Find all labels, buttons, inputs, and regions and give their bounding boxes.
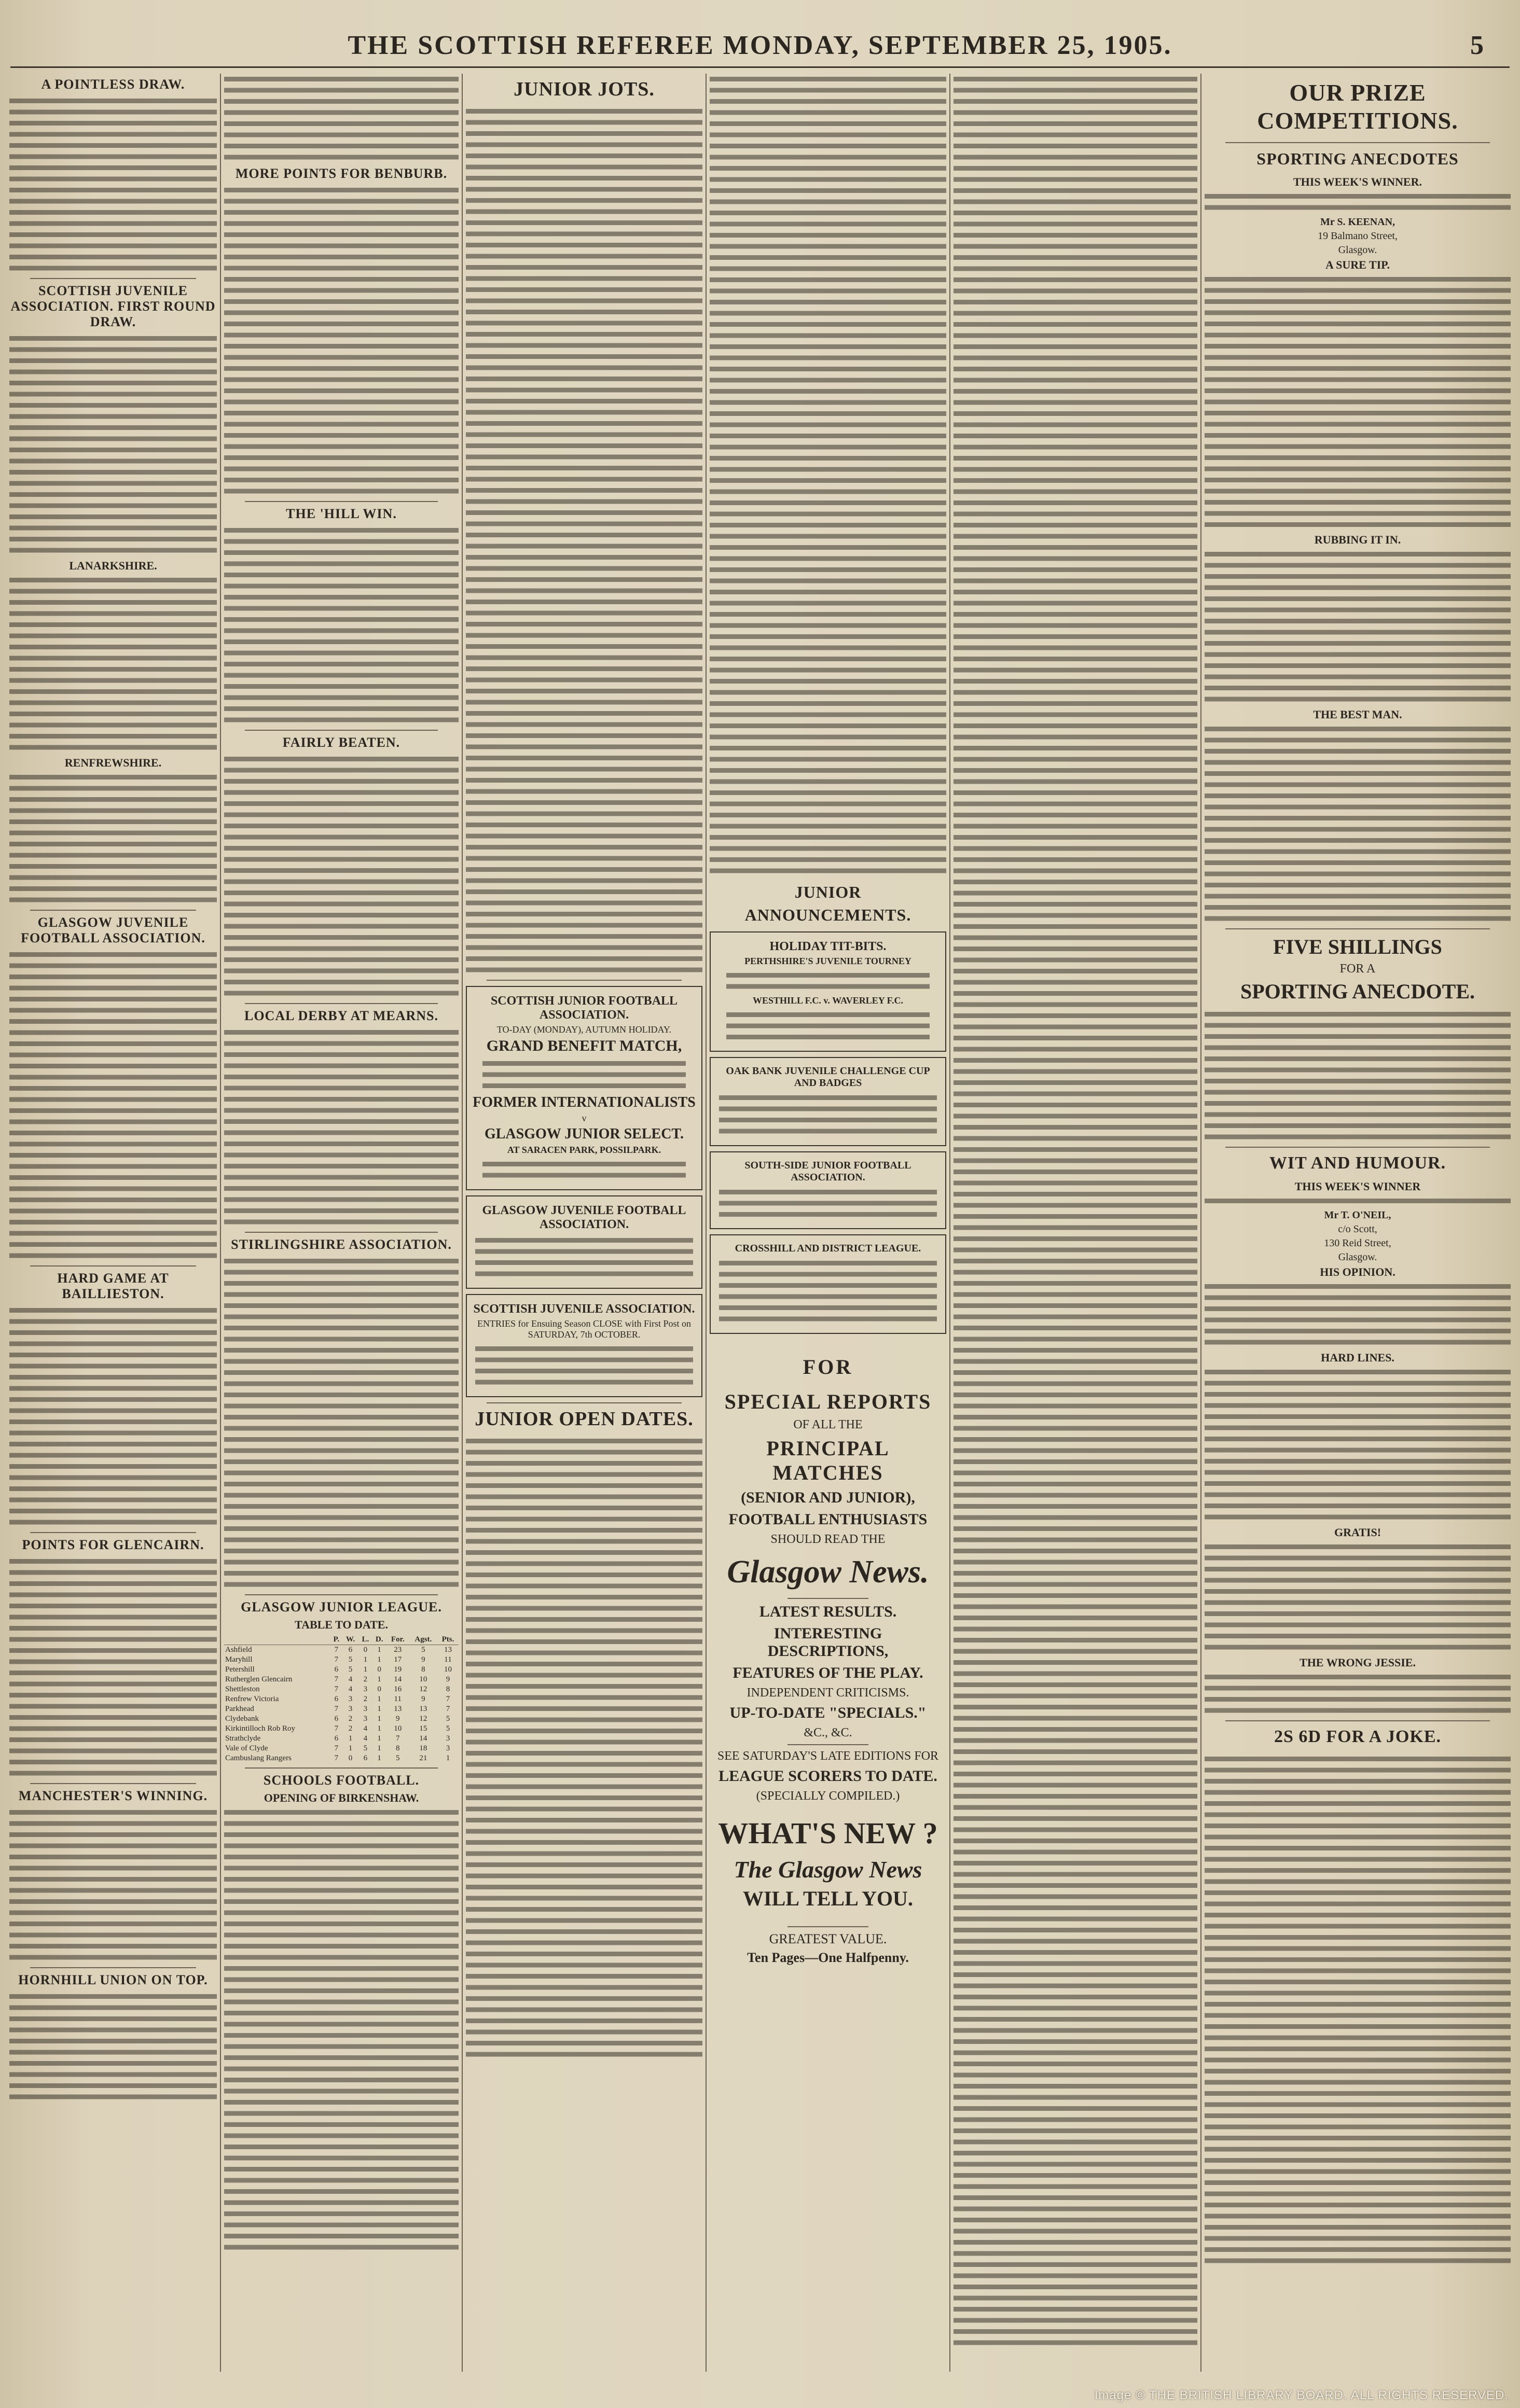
team-name-cell: Renfrew Victoria: [225, 1695, 279, 1703]
table-cell: 1: [377, 1646, 381, 1654]
advert-line: v: [582, 1113, 587, 1123]
column-4: [710, 74, 946, 2372]
table-cell: 7: [334, 1685, 339, 1693]
section-subheading: THIS WEEK'S WINNER.: [1293, 175, 1422, 188]
table-cell: 1: [348, 1744, 353, 1752]
advert-title: SCOTTISH JUVENILE ASSOCIATION.: [473, 1302, 695, 1316]
article-heading: HORNHILL UNION ON TOP.: [18, 1972, 208, 1987]
table-cell: 9: [446, 1675, 450, 1683]
table-cell: 6: [334, 1734, 339, 1743]
article-heading: SCHOOLS FOOTBALL.: [263, 1773, 420, 1788]
table-cell: 10: [394, 1724, 402, 1733]
table-cell: 2: [363, 1695, 368, 1703]
benefit-match-advert: [466, 986, 702, 1190]
advert-line: PERTHSHIRE'S JUVENILE TOURNEY: [744, 956, 911, 966]
league-table: [224, 1635, 459, 1763]
winner-address: 19 Balmano Street,: [1318, 230, 1398, 242]
advert-body: [726, 1009, 930, 1042]
table-cell: 0: [377, 1685, 381, 1693]
divider: [487, 980, 682, 981]
winner-address: Glasgow.: [1338, 1251, 1377, 1263]
article-body: [224, 74, 459, 163]
team-name-cell: Strathclyde: [225, 1734, 261, 1743]
article-body: [1205, 549, 1511, 705]
advert-title: GLASGOW JUVENILE FOOTBALL ASSOCIATION.: [482, 1204, 686, 1231]
table-cell: 5: [421, 1646, 425, 1654]
article-body: [1205, 1009, 1511, 1143]
advert-line: UP-TO-DATE "SPECIALS.": [729, 1704, 927, 1721]
section-heading: SPORTING ANECDOTES: [1256, 149, 1459, 168]
winner-address: Glasgow.: [1338, 244, 1377, 256]
article-body: [224, 525, 459, 726]
table-cell: 12: [419, 1715, 427, 1723]
table-cell: 17: [394, 1655, 402, 1664]
article-heading: JUNIOR JOTS.: [514, 78, 655, 100]
article-body: [1205, 723, 1511, 924]
advert-line: (SENIOR AND JUNIOR),: [741, 1489, 915, 1506]
article-body: [224, 1807, 459, 2253]
table-cell: 5: [363, 1744, 368, 1752]
column-5: [954, 74, 1197, 2372]
article-body: [9, 1556, 217, 1779]
team-name-cell: Vale of Clyde: [225, 1744, 268, 1752]
table-subtitle: TABLE TO DATE.: [295, 1618, 388, 1631]
table-row: [224, 1753, 459, 1763]
table-cell: 8: [446, 1685, 450, 1693]
table-cell: 19: [394, 1665, 402, 1674]
table-row: [224, 1655, 459, 1665]
table-cell: 6: [334, 1695, 339, 1703]
table-cell: 5: [348, 1665, 353, 1674]
newspaper-name: Glasgow News.: [727, 1554, 929, 1590]
table-row: [224, 1694, 459, 1704]
table-cell: 3: [363, 1715, 368, 1723]
article-heading: LOCAL DERBY AT MEARNS.: [244, 1008, 439, 1023]
table-body: [224, 1645, 459, 1764]
advert-line: INDEPENDENT CRITICISMS.: [747, 1686, 909, 1700]
table-cell: 3: [446, 1744, 450, 1752]
article-body: [1205, 274, 1511, 530]
oak-bank-advert: [710, 1057, 946, 1146]
divider: [1225, 1147, 1490, 1148]
table-cell: 1: [377, 1705, 381, 1713]
table-cell: 9: [421, 1695, 425, 1703]
advert-line: SHOULD READ THE: [770, 1533, 886, 1546]
article-body: [9, 333, 217, 556]
page-title: THE SCOTTISH REFEREE MONDAY, SEPTEMBER 25, 1905.: [348, 31, 1172, 60]
holiday-advert: [710, 931, 946, 1052]
table-row: [224, 1744, 459, 1753]
table-cell: 3: [348, 1705, 353, 1713]
page-number: 5: [1470, 31, 1484, 60]
table-row: [224, 1734, 459, 1744]
table-cell: 9: [396, 1715, 400, 1723]
advert-line: WHAT'S NEW ?: [718, 1816, 938, 1850]
team-name-cell: Clydebank: [225, 1715, 259, 1723]
newspaper-name: The Glasgow News: [734, 1856, 922, 1883]
team-name-cell: Ashfield: [225, 1646, 252, 1654]
article-body: [954, 74, 1197, 2348]
column-6: [1205, 74, 1511, 2372]
table-cell: 1: [377, 1744, 381, 1752]
table-cell: 4: [363, 1734, 368, 1743]
joke-heading: GRATIS!: [1334, 1526, 1381, 1539]
team-name-cell: Maryhill: [225, 1655, 253, 1664]
table-cell: 21: [419, 1754, 427, 1762]
table-cell: 1: [363, 1655, 368, 1664]
advert-body: [482, 1058, 686, 1091]
winner-name: Mr S. KEENAN,: [1320, 216, 1395, 228]
table-cell: 6: [334, 1665, 339, 1674]
table-cell: 7: [334, 1754, 339, 1762]
table-cell: 1: [363, 1665, 368, 1674]
table-cell: 0: [363, 1646, 368, 1654]
prize-amount: FIVE SHILLINGS: [1273, 935, 1442, 958]
column-rule: [1200, 74, 1201, 2372]
scottish-juvenile-advert: [466, 1294, 702, 1397]
article-body: [9, 575, 217, 753]
team-name-cell: Parkhead: [225, 1705, 254, 1713]
article-body: [9, 1305, 217, 1528]
joke-heading: HARD LINES.: [1321, 1351, 1394, 1364]
table-cell: 8: [421, 1665, 425, 1674]
article-heading: GLASGOW JUVENILE FOOTBALL ASSOCIATION.: [21, 915, 205, 945]
joke-heading: HIS OPINION.: [1320, 1265, 1395, 1278]
advert-line: GLASGOW JUNIOR SELECT.: [484, 1126, 684, 1142]
table-header-cell: For.: [386, 1635, 409, 1645]
winner-address: c/o Scott,: [1338, 1223, 1377, 1235]
table-cell: 7: [334, 1655, 339, 1664]
table-row: [224, 1645, 459, 1655]
article-heading: A POINTLESS DRAW.: [41, 77, 185, 92]
section-heading: OUR PRIZE COMPETITIONS.: [1257, 79, 1458, 134]
table-cell: 7: [334, 1705, 339, 1713]
table-cell: 7: [396, 1734, 400, 1743]
article-body: [1205, 1541, 1511, 1653]
advert-line: AT SARACEN PARK, POSSILPARK.: [507, 1145, 661, 1155]
section-heading: WIT AND HUMOUR.: [1269, 1153, 1446, 1173]
advert-line: INTERESTING DESCRIPTIONS,: [767, 1625, 889, 1660]
advert-body: [719, 1187, 937, 1220]
table-cell: 11: [444, 1655, 452, 1664]
table-cell: 13: [419, 1705, 427, 1713]
prize-subject: SPORTING ANECDOTE.: [1240, 980, 1475, 1003]
article-heading: STIRLINGSHIRE ASSOCIATION.: [231, 1237, 452, 1252]
divider: [245, 1767, 438, 1769]
table-cell: 6: [363, 1754, 368, 1762]
winner-address: 130 Reid Street,: [1324, 1237, 1391, 1249]
article-body: [224, 1256, 459, 1590]
column-2: [224, 74, 459, 2372]
divider: [787, 1598, 868, 1599]
team-name-cell: Kirkintilloch Rob Roy: [225, 1724, 295, 1733]
article-body: [9, 95, 217, 274]
team-name-cell: Petershill: [225, 1665, 255, 1674]
divider: [30, 1967, 196, 1968]
table-cell: 1: [377, 1734, 381, 1743]
advert-body: [475, 1343, 693, 1388]
table-cell: 15: [419, 1724, 427, 1733]
advert-line: GREATEST VALUE.: [769, 1931, 887, 1946]
table-cell: 1: [377, 1754, 381, 1762]
table-cell: 3: [363, 1705, 368, 1713]
advert-body: [719, 1092, 937, 1137]
column-rule: [462, 74, 463, 2372]
table-cell: 5: [396, 1754, 400, 1762]
column-rule: [949, 74, 950, 2372]
table-cell: 16: [394, 1685, 402, 1693]
article-body: [9, 949, 217, 1261]
table-title: GLASGOW JUNIOR LEAGUE.: [241, 1599, 442, 1614]
winner-name: Mr T. O'NEIL,: [1324, 1209, 1391, 1221]
table-cell: 6: [334, 1715, 339, 1723]
south-side-advert: [710, 1151, 946, 1229]
table-cell: 5: [446, 1715, 450, 1723]
advert-line: WILL TELL YOU.: [743, 1887, 913, 1910]
table-cell: 7: [334, 1744, 339, 1752]
advert-line: &C., &C.: [804, 1726, 852, 1739]
table-cell: 3: [446, 1734, 450, 1743]
column-rule: [220, 74, 221, 2372]
advert-line: FORMER INTERNATIONALISTS: [473, 1094, 696, 1110]
table-header-cell: D.: [372, 1635, 386, 1645]
table-cell: 10: [419, 1675, 427, 1683]
table-row: [224, 1685, 459, 1694]
section-subheading: OPENING OF BIRKENSHAW.: [264, 1791, 419, 1804]
table-cell: 4: [363, 1724, 368, 1733]
advert-title: SCOTTISH JUNIOR FOOTBALL ASSOCIATION.: [490, 994, 678, 1022]
table-cell: 14: [419, 1734, 427, 1743]
article-heading: HARD GAME AT BAILLIESTON.: [57, 1271, 169, 1301]
table-cell: 10: [444, 1665, 452, 1674]
advert-line: LEAGUE SCORERS TO DATE.: [718, 1767, 937, 1785]
section-subheading: RENFREWSHIRE.: [64, 756, 162, 769]
glasgow-news-advert: [710, 1339, 946, 1979]
article-body: [1205, 191, 1511, 213]
article-body: [1205, 1281, 1511, 1348]
table-header-cell: W.: [342, 1635, 359, 1645]
advert-body: [719, 1258, 937, 1325]
article-body: [1205, 1367, 1511, 1523]
article-body: [1205, 1195, 1511, 1206]
divider: [30, 1783, 196, 1784]
advert-title: SOUTH-SIDE JUNIOR FOOTBALL ASSOCIATION.: [744, 1160, 911, 1183]
advert-line: WESTHILL F.C. v. WAVERLEY F.C.: [753, 995, 903, 1006]
advert-line: GRAND BENEFIT MATCH,: [486, 1037, 682, 1054]
copyright-credit: Image © THE BRITISH LIBRARY BOARD. ALL RIGHTS RESERVED.: [1094, 2388, 1509, 2402]
advert-line: LATEST RESULTS.: [759, 1603, 897, 1620]
divider: [30, 910, 196, 911]
table-cell: 0: [348, 1754, 353, 1762]
table-cell: 1: [377, 1675, 381, 1683]
table-header-cell: Pts.: [437, 1635, 459, 1645]
crosshill-advert: [710, 1234, 946, 1334]
advert-line: (SPECIALLY COMPILED.): [756, 1789, 900, 1803]
article-body: [9, 1807, 217, 1963]
juvenile-association-advert: [466, 1195, 702, 1289]
advert-line: ENTRIES for Ensuing Season CLOSE with First Post on SATURDAY, 7th OCTOBER.: [477, 1318, 691, 1340]
table-header-cell: [224, 1635, 330, 1645]
table-row: [224, 1704, 459, 1714]
section-heading: JUNIOR OPEN DATES.: [475, 1408, 694, 1430]
article-body: [224, 185, 459, 497]
article-body: [224, 754, 459, 999]
table-cell: 5: [446, 1724, 450, 1733]
table-cell: 4: [348, 1675, 353, 1683]
column-rule: [706, 74, 707, 2372]
table-header-cell: L.: [358, 1635, 372, 1645]
table-header-cell: Agst.: [409, 1635, 437, 1645]
divider: [787, 1926, 868, 1927]
advert-line: FOR: [803, 1355, 853, 1379]
divider: [30, 278, 196, 279]
prize-offer: [1205, 935, 1511, 1004]
table-row: [224, 1724, 459, 1734]
table-cell: 6: [348, 1646, 353, 1654]
table-cell: 2: [348, 1724, 353, 1733]
table-cell: 4: [348, 1685, 353, 1693]
divider: [245, 730, 438, 731]
article-heading: MANCHESTER'S WINNING.: [18, 1788, 208, 1803]
divider: [245, 1232, 438, 1233]
masthead: [0, 21, 1520, 67]
table-cell: 18: [419, 1744, 427, 1752]
advert-title: OAK BANK JUVENILE CHALLENGE CUP AND BADGES: [726, 1065, 930, 1089]
article-body: [1205, 1672, 1511, 1716]
advert-line: Ten Pages—One Halfpenny.: [747, 1950, 909, 1965]
table-cell: 1: [446, 1754, 450, 1762]
advert-title: CROSSHILL AND DISTRICT LEAGUE.: [735, 1243, 921, 1254]
article-body: [466, 106, 702, 976]
table-cell: 1: [377, 1724, 381, 1733]
divider: [1225, 928, 1490, 929]
table-cell: 2: [363, 1675, 368, 1683]
table-cell: 7: [334, 1724, 339, 1733]
table-cell: 7: [334, 1646, 339, 1654]
table-cell: 3: [348, 1695, 353, 1703]
table-header-cell: P.: [330, 1635, 342, 1645]
table-cell: 8: [396, 1744, 400, 1752]
divider: [245, 1003, 438, 1004]
table-cell: 14: [394, 1675, 402, 1683]
table-cell: 1: [377, 1655, 381, 1664]
advert-line: TO-DAY (MONDAY), AUTUMN HOLIDAY.: [496, 1024, 672, 1035]
table-row: [224, 1665, 459, 1675]
team-name-cell: Rutherglen Glencairn: [225, 1675, 293, 1683]
table-cell: 7: [334, 1675, 339, 1683]
prize-line: FOR A: [1339, 962, 1376, 976]
table-cell: 13: [394, 1705, 402, 1713]
table-cell: 12: [419, 1685, 427, 1693]
article-heading: SCOTTISH JUVENILE ASSOCIATION. FIRST ROUND DRAW.: [10, 283, 216, 329]
table-cell: 7: [446, 1705, 450, 1713]
advert-line: OF ALL THE: [793, 1418, 863, 1431]
divider: [245, 501, 438, 502]
article-body: [224, 1027, 459, 1228]
divider: [787, 1744, 868, 1745]
divider: [1225, 142, 1490, 143]
table-cell: 5: [348, 1655, 353, 1664]
table-cell: 13: [444, 1646, 452, 1654]
section-heading: JUNIOR ANNOUNCEMENTS.: [744, 883, 911, 924]
column-3: [466, 74, 702, 2372]
anecdote-heading: A SURE TIP.: [1325, 258, 1390, 271]
table-cell: 9: [421, 1655, 425, 1664]
divider: [1225, 1720, 1490, 1721]
advert-line: SPECIAL REPORTS: [724, 1390, 932, 1413]
table-cell: 7: [446, 1695, 450, 1703]
table-cell: 0: [377, 1665, 381, 1674]
team-name-cell: Cambuslang Rangers: [225, 1754, 292, 1762]
advert-line: FEATURES OF THE PLAY.: [733, 1664, 923, 1681]
advert-title: HOLIDAY TIT-BITS.: [769, 940, 887, 953]
advert-line: SEE SATURDAY'S LATE EDITIONS FOR: [717, 1749, 939, 1763]
advert-body: [482, 1159, 686, 1181]
table-row: [224, 1714, 459, 1724]
advert-body: [475, 1235, 693, 1279]
section-subheading: LANARKSHIRE.: [69, 559, 157, 572]
open-dates-list: [466, 1436, 702, 2060]
article-heading: POINTS FOR GLENCAIRN.: [22, 1537, 204, 1552]
article-body: [9, 1991, 217, 2103]
divider: [30, 1532, 196, 1533]
advert-line: FOOTBALL ENTHUSIASTS: [728, 1511, 928, 1528]
divider: [487, 1402, 682, 1403]
article-heading: FAIRLY BEATEN.: [282, 735, 400, 750]
section-subheading: THIS WEEK'S WINNER: [1294, 1180, 1421, 1193]
article-body: [9, 772, 217, 906]
advert-line: PRINCIPAL MATCHES: [766, 1437, 890, 1484]
joke-heading: THE WRONG JESSIE.: [1300, 1656, 1416, 1669]
advert-body: [726, 970, 930, 992]
divider: [30, 1265, 196, 1266]
divider: [245, 1594, 438, 1595]
article-body: [710, 74, 946, 876]
article-heading: THE 'HILL WIN.: [286, 506, 397, 521]
column-1: [9, 74, 217, 2372]
table-row: [224, 1675, 459, 1685]
team-name-cell: Shettleston: [225, 1685, 260, 1693]
anecdote-heading: THE BEST MAN.: [1313, 708, 1402, 721]
table-cell: 1: [377, 1695, 381, 1703]
table-cell: 1: [348, 1734, 353, 1743]
prize-offer: 2S 6D FOR A JOKE.: [1274, 1727, 1442, 1746]
table-cell: 2: [348, 1715, 353, 1723]
table-cell: 3: [363, 1685, 368, 1693]
anecdote-heading: RUBBING IT IN.: [1314, 533, 1401, 546]
article-heading: MORE POINTS FOR BENBURB.: [235, 166, 448, 181]
masthead-rule: [10, 66, 1510, 68]
table-cell: 11: [394, 1695, 402, 1703]
table-header-row: [224, 1635, 459, 1645]
article-body: [1205, 1753, 1511, 2266]
table-cell: 23: [394, 1646, 402, 1654]
table-cell: 1: [377, 1715, 381, 1723]
